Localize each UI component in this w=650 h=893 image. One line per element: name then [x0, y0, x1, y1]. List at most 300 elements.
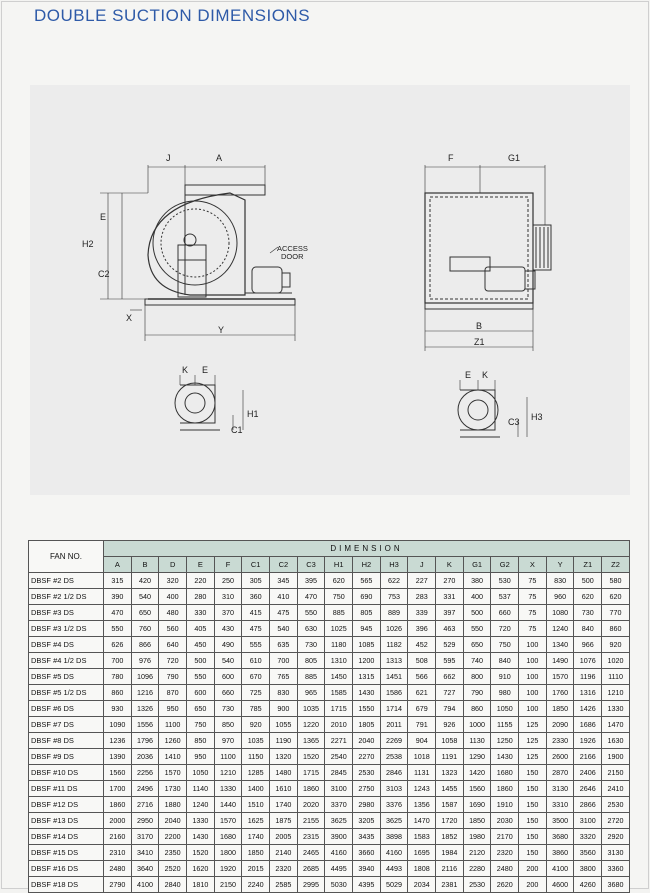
column-header: Z2: [602, 557, 630, 573]
dimension-cell: 2269: [380, 733, 408, 749]
dimension-cell: 2036: [131, 749, 159, 765]
dimension-cell: 1570: [214, 813, 242, 829]
dimension-cell: 1000: [463, 717, 491, 733]
dimension-cell: 150: [519, 765, 547, 781]
dimension-cell: 400: [463, 589, 491, 605]
dimension-cell: 1570: [546, 669, 574, 685]
dimension-cell: 2870: [546, 765, 574, 781]
dimension-cell: 475: [242, 621, 270, 637]
dimension-cell: 2920: [602, 829, 630, 845]
dimension-cell: 2685: [297, 861, 325, 877]
dimension-cell: 395: [297, 573, 325, 589]
dimension-cell: 860: [602, 621, 630, 637]
label-c2: C2: [98, 269, 110, 279]
dimension-cell: 550: [463, 621, 491, 637]
dimension-cell: 1096: [131, 669, 159, 685]
dimension-cell: 540: [214, 653, 242, 669]
dimension-cell: 805: [297, 653, 325, 669]
dimension-cell: 1090: [104, 717, 132, 733]
column-header: A: [104, 557, 132, 573]
dimension-cell: 2240: [242, 877, 270, 893]
dimension-cell: 1020: [602, 653, 630, 669]
dimension-cell: 1570: [159, 765, 187, 781]
dimension-cell: 1875: [270, 813, 298, 829]
dimension-cell: 1035: [297, 701, 325, 717]
dimension-header: DIMENSION: [104, 541, 630, 557]
dimension-cell: 620: [574, 589, 602, 605]
dimension-cell: 3376: [380, 797, 408, 813]
dimension-cell: 2280: [463, 861, 491, 877]
dimension-cell: 125: [519, 733, 547, 749]
fan-number-cell: DBSF #5 1/2 DS: [29, 685, 104, 701]
table-row: [29, 701, 630, 717]
dimension-cell: 1330: [602, 701, 630, 717]
column-header: J: [408, 557, 436, 573]
dimension-cell: 800: [463, 669, 491, 685]
detail-right-label-e: E: [465, 370, 472, 380]
dimension-cell: 150: [519, 781, 547, 797]
fan-number-cell: DBSF #14 DS: [29, 829, 104, 845]
dimension-cell: 1055: [270, 717, 298, 733]
dimension-cell: 1852: [436, 829, 464, 845]
dimension-cell: 1240: [187, 797, 215, 813]
dimension-cell: 850: [214, 717, 242, 733]
dimension-cell: 980: [491, 685, 519, 701]
dimension-cell: 770: [602, 605, 630, 621]
dimension-cell: 2465: [297, 845, 325, 861]
dimension-cell: 1583: [408, 829, 436, 845]
dimension-cell: 1715: [297, 765, 325, 781]
dimension-cell: 3130: [546, 781, 574, 797]
dimension-cell: 2150: [214, 877, 242, 893]
dimension-cell: 622: [380, 573, 408, 589]
dimension-cell: 580: [602, 573, 630, 589]
dimension-cell: 555: [242, 637, 270, 653]
dimension-cell: 125: [519, 749, 547, 765]
dimension-cell: 1240: [546, 621, 574, 637]
dimension-cell: 3625: [325, 813, 353, 829]
dimension-cell: 1080: [546, 605, 574, 621]
dimension-cell: 100: [519, 653, 547, 669]
dimension-cell: 420: [131, 573, 159, 589]
dimension-cell: 2995: [297, 877, 325, 893]
dimension-cell: 450: [187, 637, 215, 653]
dimension-cell: 1796: [131, 733, 159, 749]
fan-number-cell: DBSF #4 1/2 DS: [29, 653, 104, 669]
dimension-cell: 720: [159, 653, 187, 669]
dimension-cell: 2538: [380, 749, 408, 765]
dimension-cell: 965: [297, 685, 325, 701]
dimension-cell: 1182: [380, 637, 408, 653]
dimension-cell: 310: [214, 589, 242, 605]
detail-right-label-c3: C3: [508, 417, 520, 427]
dimension-cell: 1900: [602, 749, 630, 765]
dimension-cell: 1700: [104, 781, 132, 797]
dimension-cell: 550: [297, 605, 325, 621]
label-x: X: [126, 313, 133, 323]
dimension-cell: 960: [546, 589, 574, 605]
dimension-cell: 2320: [491, 845, 519, 861]
dimension-cell: 1850: [546, 701, 574, 717]
dimension-cell: 700: [270, 653, 298, 669]
dimension-cell: 4160: [325, 845, 353, 861]
detail-left-drawing: [175, 375, 243, 430]
table-body: [29, 573, 630, 893]
dimension-cell: 3680: [602, 877, 630, 893]
dimension-cell: 3170: [131, 829, 159, 845]
dimension-cell: 2600: [546, 749, 574, 765]
fan-number-cell: DBSF #16 DS: [29, 861, 104, 877]
dimension-cell: 945: [353, 621, 381, 637]
dimension-cell: 3100: [574, 813, 602, 829]
dimension-cell: 1560: [104, 765, 132, 781]
dimension-cell: 1800: [214, 845, 242, 861]
dimension-cell: 380: [463, 573, 491, 589]
fan-number-cell: DBSF #11 DS: [29, 781, 104, 797]
dimension-cell: 4260: [574, 877, 602, 893]
dimension-cell: 530: [491, 573, 519, 589]
dimension-cell: 860: [463, 701, 491, 717]
dimension-cell: 3410: [131, 845, 159, 861]
dimension-cell: 3360: [602, 861, 630, 877]
dimension-cell: 1180: [325, 637, 353, 653]
dimension-cell: 560: [159, 621, 187, 637]
dimension-cell: 2720: [602, 813, 630, 829]
column-header: K: [436, 557, 464, 573]
dimension-cell: 3940: [353, 861, 381, 877]
label-a: A: [216, 153, 223, 163]
dimension-cell: 1155: [491, 717, 519, 733]
dimension-cell: 720: [491, 621, 519, 637]
table-row: [29, 733, 630, 749]
dimension-cell: 1191: [436, 749, 464, 765]
dimension-cell: 830: [270, 685, 298, 701]
dimension-cell: 595: [436, 653, 464, 669]
dimension-cell: 4600: [546, 877, 574, 893]
column-header: C3: [297, 557, 325, 573]
dimension-cell: 765: [270, 669, 298, 685]
dimension-cell: 1805: [353, 717, 381, 733]
dimension-cell: 100: [519, 637, 547, 653]
dimension-cell: 500: [463, 605, 491, 621]
dimension-cell: 2845: [325, 765, 353, 781]
dimension-cell: 405: [187, 621, 215, 637]
dimension-cell: 1860: [491, 781, 519, 797]
dimension-cell: 1430: [187, 829, 215, 845]
dimension-cell: 1430: [353, 685, 381, 701]
dimension-cell: 1250: [491, 733, 519, 749]
dimension-cell: 1420: [463, 765, 491, 781]
dimension-cell: 3435: [353, 829, 381, 845]
label-e: E: [100, 212, 107, 222]
dimension-cell: 2381: [436, 877, 464, 893]
dimension-cell: 1860: [104, 797, 132, 813]
column-header: B: [131, 557, 159, 573]
dimension-cell: 1920: [214, 861, 242, 877]
dimension-cell: 1610: [270, 781, 298, 797]
dimension-cell: 540: [131, 589, 159, 605]
dimension-cell: 1625: [242, 813, 270, 829]
dimension-cell: 415: [242, 605, 270, 621]
dimension-cell: 1520: [187, 845, 215, 861]
dimension-cell: 360: [242, 589, 270, 605]
fan-number-cell: DBSF #15 DS: [29, 845, 104, 861]
dimension-table: [28, 540, 630, 893]
dimension-cell: 2406: [574, 765, 602, 781]
column-header-row: [29, 557, 630, 573]
dimension-cell: 1680: [491, 765, 519, 781]
column-header: G1: [463, 557, 491, 573]
dimension-cell: 1850: [242, 845, 270, 861]
fan-number-cell: DBSF #3 DS: [29, 605, 104, 621]
dimension-cell: 635: [270, 637, 298, 653]
page-title: DOUBLE SUCTION DIMENSIONS: [34, 6, 311, 25]
dimension-cell: 220: [187, 573, 215, 589]
dimension-cell: 1140: [187, 781, 215, 797]
column-header: Z1: [574, 557, 602, 573]
dimension-cell: 1730: [159, 781, 187, 797]
dimension-cell: 1695: [408, 845, 436, 861]
detail-left-label-h1: H1: [247, 409, 259, 419]
dimension-cell: 150: [519, 845, 547, 861]
dimension-cell: 640: [159, 637, 187, 653]
fan-number-cell: DBSF #3 1/2 DS: [29, 621, 104, 637]
dimension-cell: 1356: [408, 797, 436, 813]
dimension-cell: 500: [574, 573, 602, 589]
dimension-cell: 1680: [214, 829, 242, 845]
dimension-cell: 860: [104, 685, 132, 701]
dimension-cell: 1100: [159, 717, 187, 733]
dimension-cell: 2350: [159, 845, 187, 861]
detail-left-label-e: E: [202, 365, 209, 375]
dimension-cell: 2200: [159, 829, 187, 845]
column-header: X: [519, 557, 547, 573]
dimension-cell: 805: [353, 605, 381, 621]
dimension-cell: 2646: [574, 781, 602, 797]
dimension-cell: 1236: [104, 733, 132, 749]
dimension-cell: 1220: [297, 717, 325, 733]
dimension-cell: 2410: [602, 781, 630, 797]
dimension-cell: 3500: [546, 813, 574, 829]
dimension-cell: 670: [242, 669, 270, 685]
dimension-cell: 885: [325, 605, 353, 621]
dimension-cell: 331: [436, 589, 464, 605]
dimension-cell: 2496: [131, 781, 159, 797]
dimension-cell: 1550: [353, 701, 381, 717]
dimension-cell: 750: [491, 637, 519, 653]
dimension-cell: 1480: [270, 765, 298, 781]
dimension-cell: 200: [519, 877, 547, 893]
dimension-cell: 2034: [408, 877, 436, 893]
dimension-cell: 900: [270, 701, 298, 717]
table-row: [29, 621, 630, 637]
dimension-cell: 1430: [491, 749, 519, 765]
dimension-cell: 2120: [463, 845, 491, 861]
dimension-cell: 1131: [408, 765, 436, 781]
dimension-cell: 2950: [131, 813, 159, 829]
dimension-cell: 2040: [159, 813, 187, 829]
dimension-cell: 1440: [214, 797, 242, 813]
dimension-cell: 250: [214, 573, 242, 589]
dimension-cell: 1860: [297, 781, 325, 797]
dimension-cell: 1470: [408, 813, 436, 829]
fan-number-cell: DBSF #10 DS: [29, 765, 104, 781]
dimension-cell: 3310: [546, 797, 574, 813]
dimension-cell: 725: [242, 685, 270, 701]
dimension-cell: 75: [519, 573, 547, 589]
dimension-cell: 1200: [353, 653, 381, 669]
dimension-cell: 280: [187, 589, 215, 605]
dimension-cell: 2166: [574, 749, 602, 765]
dimension-cell: 3800: [574, 861, 602, 877]
dimension-cell: 662: [436, 669, 464, 685]
dimension-cell: 630: [297, 621, 325, 637]
dimension-cell: 1323: [436, 765, 464, 781]
dimension-cell: 397: [436, 605, 464, 621]
dimension-cell: 620: [325, 573, 353, 589]
dimension-cell: 1243: [408, 781, 436, 797]
dimension-cell: 870: [159, 685, 187, 701]
dimension-cell: 2271: [325, 733, 353, 749]
dimension-cell: 904: [408, 733, 436, 749]
fan-number-cell: DBSF #9 DS: [29, 749, 104, 765]
column-header: H2: [353, 557, 381, 573]
dimension-cell: 125: [519, 717, 547, 733]
dimension-cell: 930: [104, 701, 132, 717]
dimension-cell: 1630: [602, 733, 630, 749]
dimension-cell: 830: [546, 573, 574, 589]
dimension-cell: 1410: [159, 749, 187, 765]
table-row: [29, 877, 630, 893]
dimension-cell: 2270: [353, 749, 381, 765]
dimension-cell: 1520: [297, 749, 325, 765]
fan-number-cell: DBSF #18 DS: [29, 877, 104, 893]
dimension-cell: 5029: [380, 877, 408, 893]
dimension-cell: 2140: [270, 845, 298, 861]
dimension-cell: 1340: [546, 637, 574, 653]
dimension-cell: 3205: [353, 813, 381, 829]
dimension-cell: 508: [408, 653, 436, 669]
table-row: [29, 589, 630, 605]
dimension-cell: 2980: [353, 797, 381, 813]
dimension-cell: 3560: [574, 845, 602, 861]
dimension-cell: 475: [270, 605, 298, 621]
dimension-cell: 1510: [242, 797, 270, 813]
dimension-cell: 550: [187, 669, 215, 685]
dimension-cell: 1260: [159, 733, 187, 749]
dimension-cell: 370: [214, 605, 242, 621]
dimension-cell: 1190: [270, 733, 298, 749]
dimension-cell: 400: [159, 589, 187, 605]
table-row: [29, 573, 630, 589]
dimension-cell: 690: [353, 589, 381, 605]
dimension-cell: 2585: [270, 877, 298, 893]
table-row: [29, 605, 630, 621]
dimension-cell: 1025: [325, 621, 353, 637]
dimension-cell: 1100: [214, 749, 242, 765]
fan-number-cell: DBSF #5 DS: [29, 669, 104, 685]
dimension-cell: 1330: [187, 813, 215, 829]
table-row: [29, 781, 630, 797]
dimension-cell: 565: [353, 573, 381, 589]
dimension-cell: 1400: [242, 781, 270, 797]
dimension-cell: 3100: [325, 781, 353, 797]
dimension-cell: 1320: [270, 749, 298, 765]
column-header: Y: [546, 557, 574, 573]
dimension-cell: 430: [214, 621, 242, 637]
dimension-cell: 1026: [380, 621, 408, 637]
dimension-cell: 600: [187, 685, 215, 701]
dimension-cell: 1810: [187, 877, 215, 893]
dimension-cell: 2030: [491, 813, 519, 829]
dimension-cell: 2155: [297, 813, 325, 829]
dimension-cell: 794: [436, 701, 464, 717]
label-j: J: [166, 153, 171, 163]
detail-left-label-k: K: [182, 365, 189, 375]
dimension-cell: 1926: [574, 733, 602, 749]
dimension-cell: 2170: [491, 829, 519, 845]
dimension-cell: 2480: [491, 861, 519, 877]
dimension-cell: 970: [214, 733, 242, 749]
dimension-cell: 610: [242, 653, 270, 669]
dimension-cell: 840: [491, 653, 519, 669]
fan-number-cell: DBSF #2 1/2 DS: [29, 589, 104, 605]
dimension-cell: 2530: [602, 797, 630, 813]
dimension-cell: 1085: [353, 637, 381, 653]
dimension-cell: 1586: [380, 685, 408, 701]
dimension-cell: 2116: [436, 861, 464, 877]
dimension-cell: 1740: [242, 829, 270, 845]
dimension-cell: 679: [408, 701, 436, 717]
dimension-cell: 791: [408, 717, 436, 733]
column-header: H3: [380, 557, 408, 573]
dimension-cell: 463: [436, 621, 464, 637]
dimension-cell: 4160: [380, 845, 408, 861]
column-header: E: [187, 557, 215, 573]
dimension-cell: 1585: [325, 685, 353, 701]
dimension-cell: 566: [408, 669, 436, 685]
dimension-cell: 1285: [242, 765, 270, 781]
label-f: F: [448, 153, 454, 163]
dimension-cell: 3898: [380, 829, 408, 845]
dimension-cell: 1210: [602, 685, 630, 701]
dimension-cell: 100: [519, 701, 547, 717]
dimension-cell: 3130: [602, 845, 630, 861]
dimension-cell: 330: [187, 605, 215, 621]
dimension-cell: 75: [519, 621, 547, 637]
dimension-cell: 1455: [436, 781, 464, 797]
dimension-cell: 345: [270, 573, 298, 589]
dimension-cell: 2015: [242, 861, 270, 877]
dimension-cell: 2160: [104, 829, 132, 845]
dimension-cell: 621: [408, 685, 436, 701]
dimension-cell: 1365: [297, 733, 325, 749]
dimension-cell: 1426: [574, 701, 602, 717]
dimension-cell: 650: [187, 701, 215, 717]
table-row: [29, 669, 630, 685]
dimension-cell: 760: [131, 621, 159, 637]
dimension-cell: 1390: [104, 749, 132, 765]
dimension-cell: 2005: [270, 829, 298, 845]
dimension-cell: 1210: [214, 765, 242, 781]
dimension-cell: 2090: [546, 717, 574, 733]
dimension-cell: 75: [519, 605, 547, 621]
dimension-cell: 529: [436, 637, 464, 653]
fan-number-cell: DBSF #2 DS: [29, 573, 104, 589]
fan-number-cell: DBSF #12 DS: [29, 797, 104, 813]
dimension-cell: 1690: [463, 797, 491, 813]
dimension-cell: 537: [491, 589, 519, 605]
